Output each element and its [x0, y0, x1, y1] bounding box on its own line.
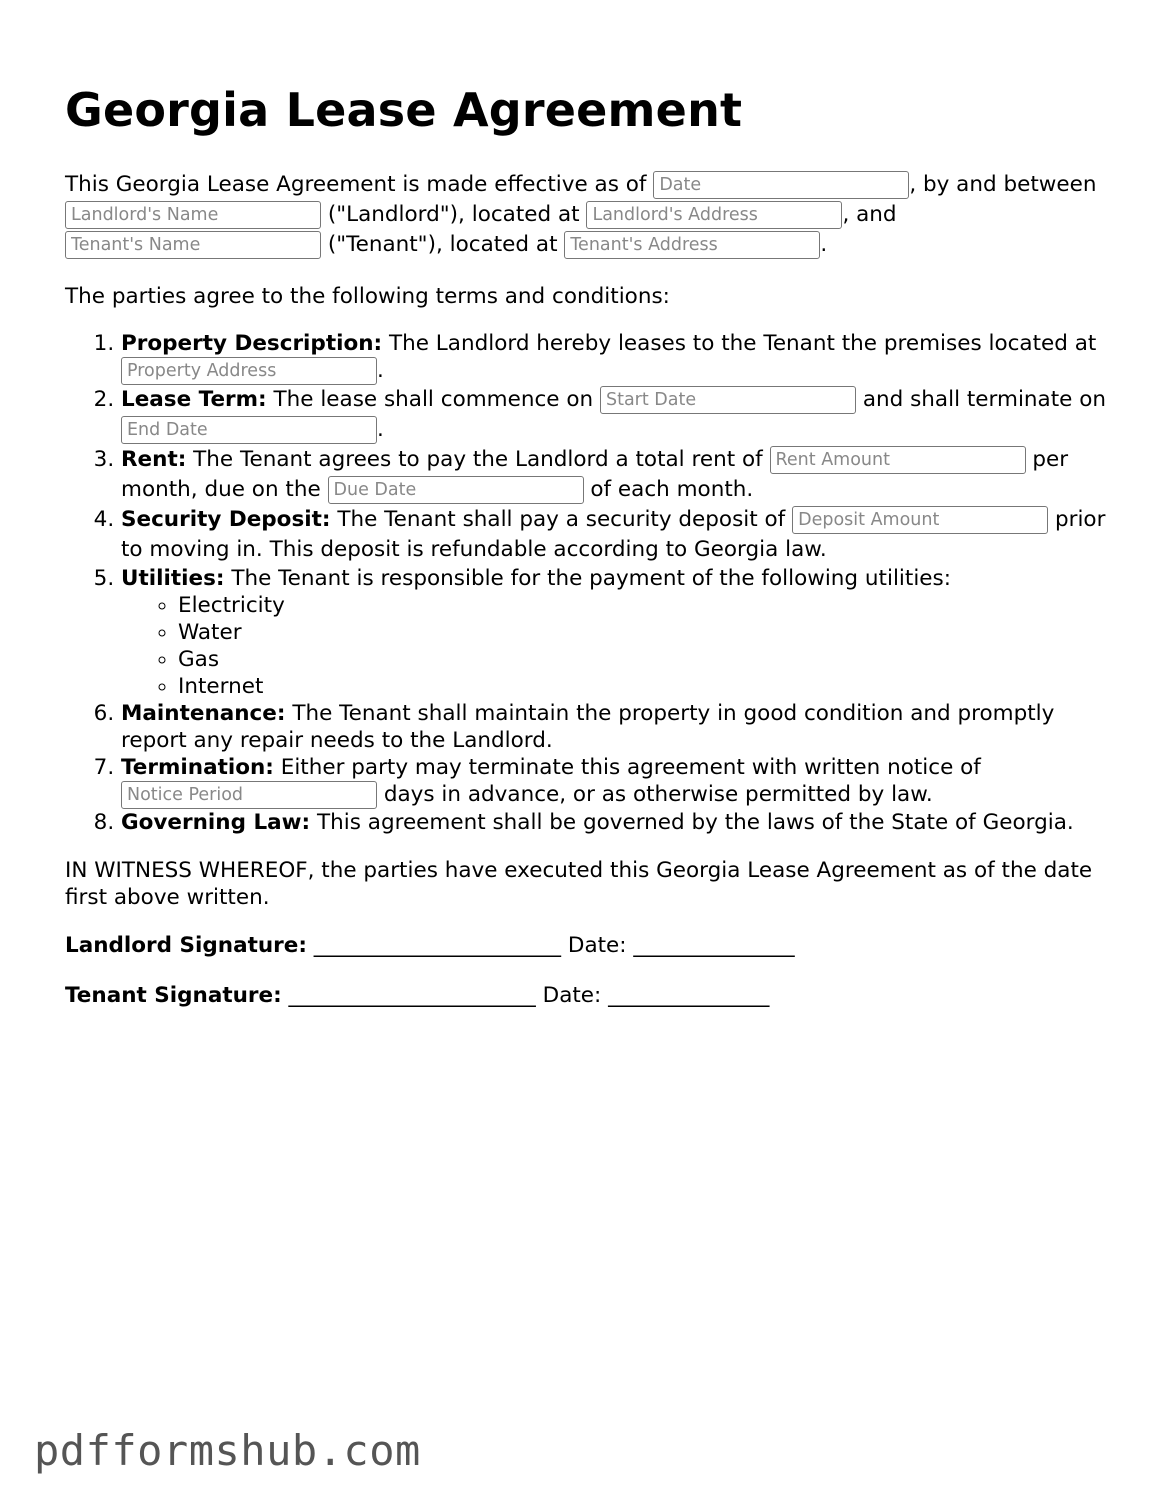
term-text: and shall terminate on [862, 387, 1106, 412]
intro-text-5: ("Tenant"), located at [327, 232, 558, 257]
term-rent [121, 445, 1115, 505]
intro-text-3: ("Landlord"), located at [327, 202, 580, 227]
utility-item: ◦ Gas [178, 646, 1115, 673]
term-text: Either party may terminate this agreement with written notice of [280, 755, 981, 780]
term-text: The Tenant agrees to pay the Landlord a total rent of [193, 447, 763, 472]
term-text: of each month. [590, 477, 754, 502]
document-page [65, 82, 1115, 1011]
term-text: per month, due on the [121, 447, 1069, 502]
intro-text-2: , by and between [909, 172, 1097, 197]
notice-period-field[interactable] [121, 781, 377, 809]
landlord-address-field[interactable] [586, 201, 842, 229]
utility-item: ◦ Internet [178, 673, 1115, 700]
term-text: The Tenant shall maintain the property in good condition and promptly report any repair needs to the Landlord. [121, 701, 1055, 753]
landlord-date-label: Date: [567, 933, 627, 958]
utility-item: ◦ Water [178, 619, 1115, 646]
term-text: prior to moving in. This deposit is refundable according to Georgia law. [121, 507, 1106, 562]
tenant-date-label: Date: [542, 983, 602, 1008]
term-label: Utilities: [121, 566, 225, 591]
term-text: . [377, 417, 384, 442]
term-label: Property Description: [121, 331, 383, 356]
intro-text-4: , and [842, 202, 897, 227]
end-date-field[interactable] [121, 416, 377, 444]
rent-amount-field[interactable] [770, 446, 1026, 474]
agree-text: The parties agree to the following terms and conditions: [65, 284, 670, 309]
intro-text-1: This Georgia Lease Agreement is made effective as of [65, 172, 647, 197]
page-title: Georgia Lease Agreement [65, 83, 743, 137]
tenant-signature-label: Tenant Signature: [65, 983, 282, 1008]
term-label: Termination: [121, 755, 274, 780]
deposit-amount-field[interactable] [792, 506, 1048, 534]
term-label: Lease Term: [121, 387, 267, 412]
term-label: Security Deposit: [121, 507, 331, 532]
term-text: . [377, 358, 384, 383]
term-label: Maintenance: [121, 701, 286, 726]
term-text: The Landlord hereby leases to the Tenant the premises located at [388, 331, 1097, 356]
term-text: The Tenant is responsible for the payment of the following utilities: [231, 566, 951, 591]
landlord-name-field[interactable] [65, 201, 321, 229]
term-text: This agreement shall be governed by the laws of the State of Georgia. [317, 810, 1074, 835]
term-text: The Tenant shall pay a security deposit of [337, 507, 786, 532]
landlord-signature-line[interactable]: _______________________ [313, 933, 562, 958]
landlord-signature-label: Landlord Signature: [65, 933, 307, 958]
intro-text-6: . [820, 232, 828, 257]
utilities-list [121, 592, 1115, 700]
watermark: pdfformshub.com [34, 1426, 421, 1475]
landlord-signature-row [65, 931, 1115, 961]
term-label: Rent: [121, 447, 187, 472]
property-address-field[interactable] [121, 357, 377, 385]
landlord-date-line[interactable]: _______________ [633, 933, 795, 958]
term-security-deposit [121, 505, 1115, 565]
start-date-field[interactable] [600, 386, 856, 414]
term-utilities [121, 565, 1115, 700]
term-text: days in advance, or as otherwise permitted by law. [383, 782, 933, 807]
tenant-date-line[interactable]: _______________ [608, 983, 770, 1008]
effective-date-field[interactable] [653, 171, 909, 199]
tenant-signature-row [65, 981, 1115, 1011]
tenant-signature-line[interactable]: _______________________ [288, 983, 536, 1008]
term-lease-term [121, 385, 1115, 445]
intro-paragraph [65, 170, 1115, 260]
term-maintenance [121, 700, 1115, 754]
term-governing-law [121, 809, 1115, 836]
term-property-description [121, 330, 1115, 385]
due-date-field[interactable] [328, 476, 584, 504]
term-label: Governing Law: [121, 810, 311, 835]
term-text: The lease shall commence on [273, 387, 594, 412]
tenant-address-field[interactable] [564, 231, 820, 259]
witness-paragraph: IN WITNESS WHEREOF, the parties have executed this Georgia Lease Agreement as of the date first above written. [65, 858, 1093, 910]
terms-list [65, 330, 1115, 836]
tenant-name-field[interactable] [65, 231, 321, 259]
utility-item: ◦ Electricity [178, 592, 1115, 619]
term-termination [121, 754, 1115, 809]
